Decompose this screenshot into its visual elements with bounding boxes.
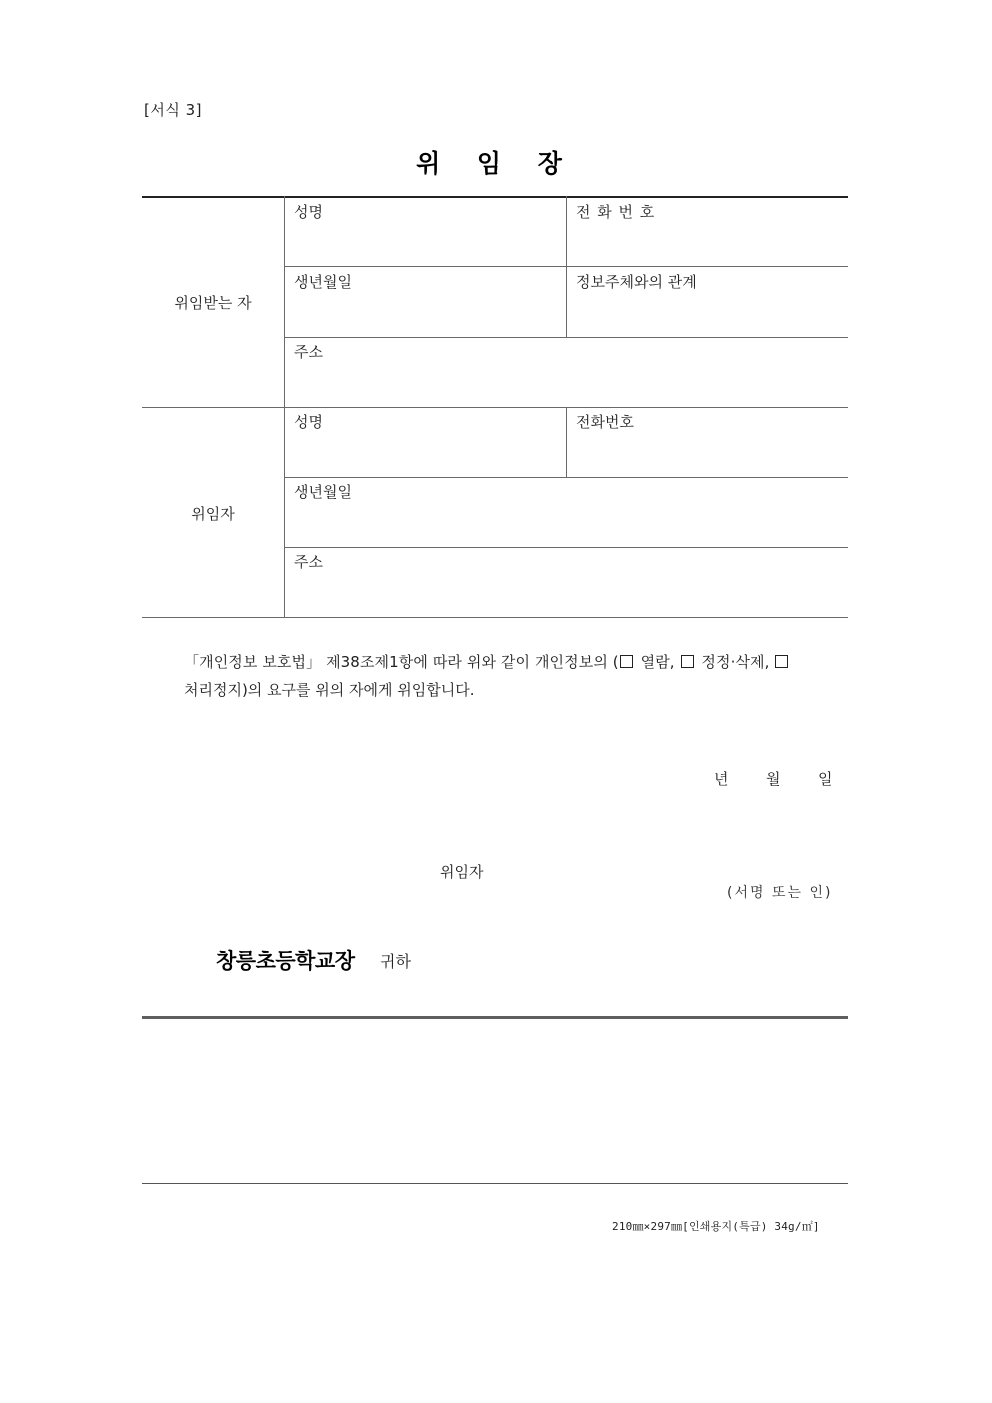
view-option-label: 열람, (640, 653, 675, 671)
delegator-name-field[interactable]: 성명 (294, 413, 323, 431)
footer-rule (142, 1183, 848, 1184)
recipient-suffix: 귀하 (380, 952, 411, 971)
row-divider (284, 477, 848, 478)
delegatee-relationship-field[interactable]: 정보주체와의 관계 (576, 273, 697, 291)
label-column-divider (284, 196, 285, 617)
correct-delete-checkbox[interactable] (681, 655, 694, 668)
row-divider (284, 547, 848, 548)
delegator-birthdate-field[interactable]: 생년월일 (294, 483, 352, 501)
paper-spec: 210㎜×297㎜[인쇄용지(특급) 34g/㎡] (612, 1220, 820, 1233)
row-divider (284, 337, 848, 338)
signature-note: (서명 또는 인) (727, 885, 833, 901)
column-divider (566, 196, 567, 337)
form-number: [서식 3] (144, 101, 202, 119)
statement-line-1 (184, 648, 848, 676)
statement-line-2: 처리정지)의 요구를 위의 자에게 위임합니다. (184, 681, 475, 699)
date-day-label: 일 (818, 770, 833, 788)
column-divider (566, 407, 567, 477)
correct-delete-option-label: 정정·삭제, (701, 653, 770, 671)
statement-prefix: 「개인정보 보호법」 제38조제1항에 따라 위와 같이 개인정보의 ( (184, 653, 619, 671)
delegatee-phone-field[interactable]: 전 화 번 호 (576, 203, 655, 221)
suspend-processing-checkbox[interactable] (775, 655, 788, 668)
delegator-phone-field[interactable]: 전화번호 (576, 413, 634, 431)
view-checkbox[interactable] (620, 655, 633, 668)
section-divider (142, 407, 848, 408)
section-rule (142, 1016, 848, 1019)
delegation-statement (184, 648, 848, 704)
table-top-border (142, 196, 848, 198)
delegator-group-label: 위임자 (191, 505, 235, 523)
delegatee-birthdate-field[interactable]: 생년월일 (294, 273, 352, 291)
delegatee-group-label: 위임받는 자 (174, 294, 252, 312)
delegator-address-field[interactable]: 주소 (294, 553, 323, 571)
delegatee-address-field[interactable]: 주소 (294, 343, 323, 361)
date-year-label: 년 (714, 770, 729, 788)
table-bottom-border (142, 617, 848, 618)
document-title: 위 임 장 (416, 149, 576, 178)
delegatee-name-field[interactable]: 성명 (294, 203, 323, 221)
signer-label: 위임자 (440, 863, 484, 881)
date-month-label: 월 (766, 770, 781, 788)
delegation-form-table (142, 196, 848, 617)
recipient-name: 창릉초등학교장 (216, 949, 355, 973)
